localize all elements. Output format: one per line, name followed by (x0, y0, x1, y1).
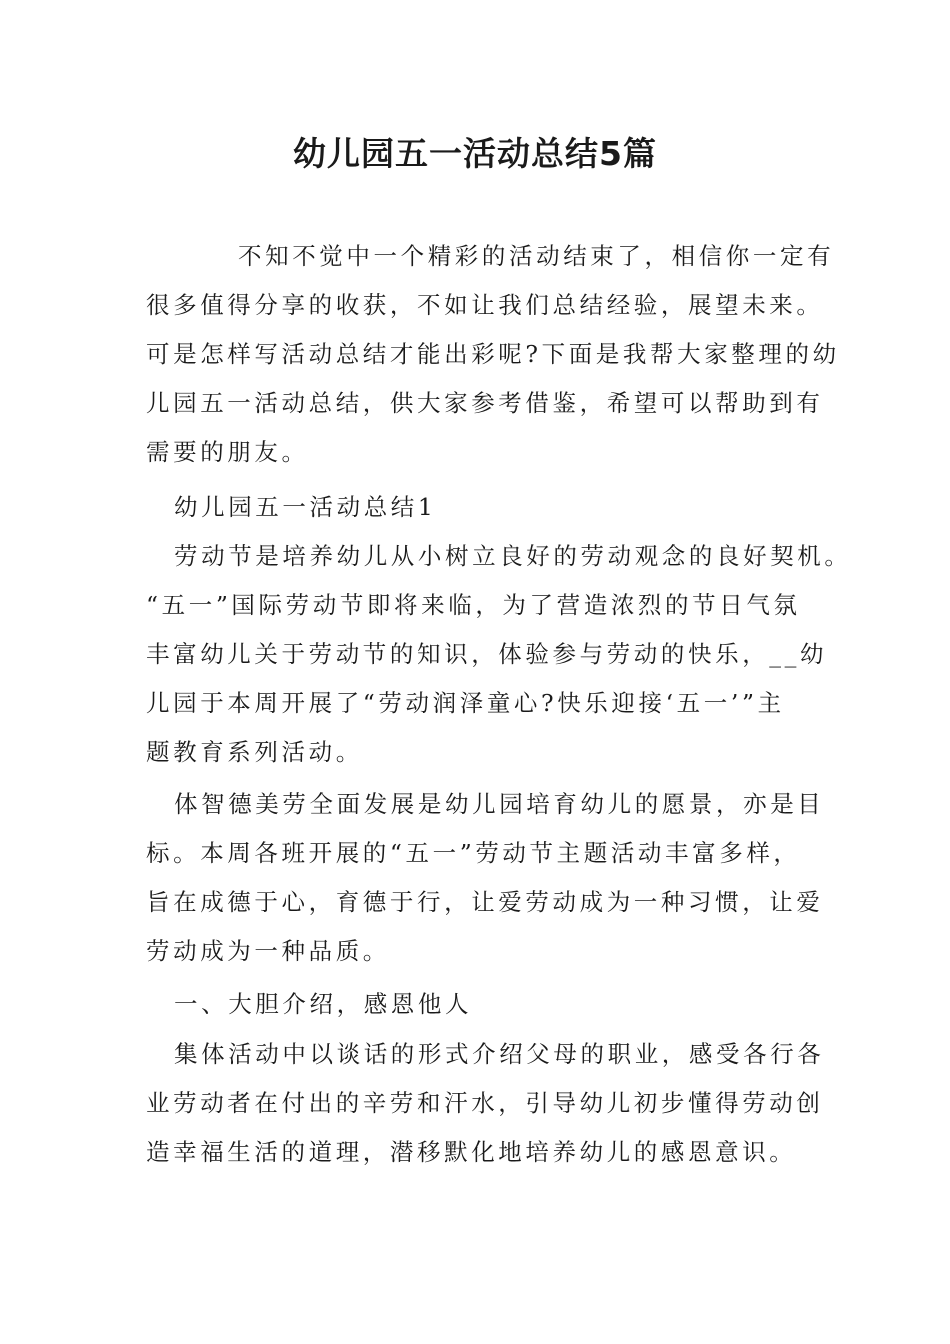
text-line: 丰富幼儿关于劳动节的知识，体验参与劳动的快乐，__幼 (146, 640, 828, 668)
body-paragraph (146, 532, 852, 777)
section-heading (146, 483, 810, 532)
text-line: 标。本周各班开展的“五一”劳动节主题活动丰富多样， (146, 839, 801, 867)
body-paragraph (146, 1030, 825, 1177)
text-line: 可是怎样写活动总结才能出彩呢?下面是我帮大家整理的幼 (146, 340, 840, 368)
text-line: 题教育系列活动。 (146, 738, 363, 766)
text-line: 很多值得分享的收获，不如让我们总结经验，展望未来。 (146, 291, 824, 319)
text-line: 业劳动者在付出的辛劳和汗水，引导幼儿初步懂得劳动创 (146, 1089, 824, 1117)
document-title: 幼儿园五一活动总结5篇 (293, 134, 657, 173)
text-line: “五一”国际劳动节即将来临，为了营造浓烈的节日气氛 (146, 591, 801, 619)
subsection-heading-text: 一、大胆介绍，感恩他人 (174, 990, 473, 1018)
text-line: 儿园五一活动总结，供大家参考借鉴，希望可以帮助到有 (146, 389, 824, 417)
text-line: 劳动成为一种品质。 (146, 937, 390, 965)
text-line: 造幸福生活的道理，潜移默化地培养幼儿的感恩意识。 (146, 1138, 797, 1166)
text-line: 劳动节是培养幼儿从小树立良好的劳动观念的良好契机。 (174, 542, 852, 570)
body-paragraph (146, 780, 825, 976)
intro-paragraph (146, 232, 840, 477)
text-line: 旨在成德于心，育德于行，让爱劳动成为一种习惯，让爱 (146, 888, 824, 916)
text-line: 集体活动中以谈话的形式介绍父母的职业，感受各行各 (174, 1040, 825, 1068)
text-line: 儿园于本周开展了“劳动润泽童心?快乐迎接‘五一’”主 (146, 689, 785, 717)
text-line: 体智德美劳全面发展是幼儿园培育幼儿的愿景，亦是目 (174, 790, 825, 818)
text-line: 不知不觉中一个精彩的活动结束了，相信你一定有 (238, 242, 835, 270)
subsection-heading (146, 980, 810, 1029)
text-line: 需要的朋友。 (146, 438, 309, 466)
section-heading-text: 幼儿园五一活动总结1 (174, 493, 437, 521)
